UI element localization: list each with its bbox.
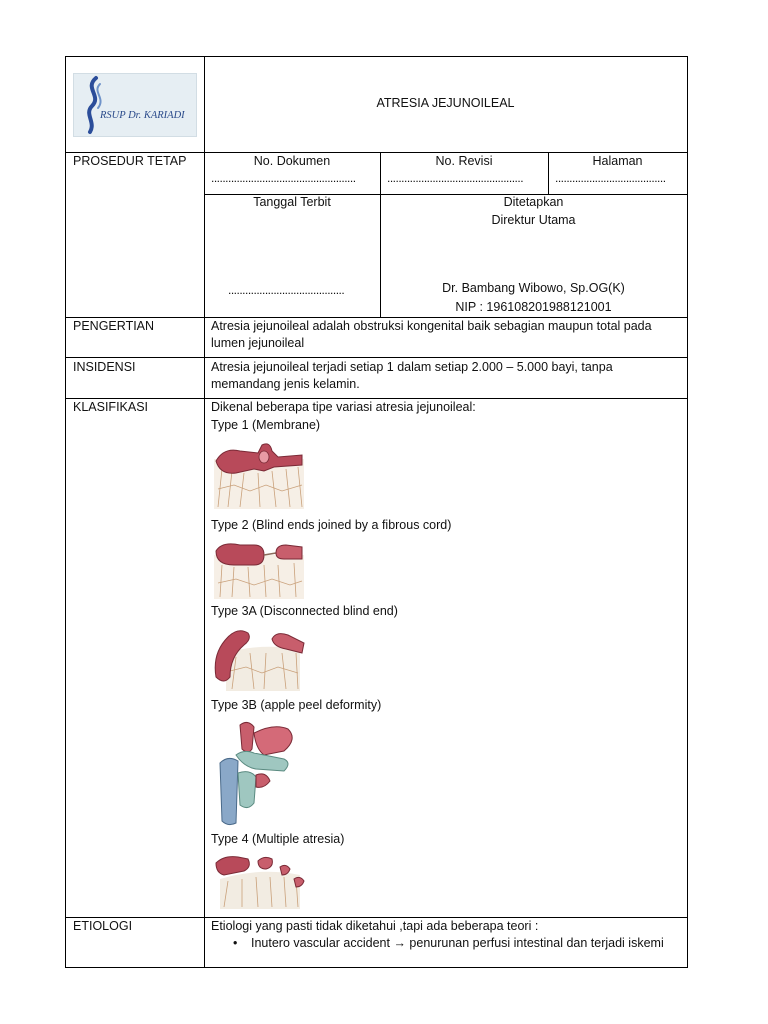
pengertian-label: PENGERTIAN	[73, 319, 155, 333]
type-2-caption: Type 2 (Blind ends joined by a fibrous cord)	[211, 518, 452, 532]
klasifikasi-intro: Dikenal beberapa tipe variasi atresia jejunoileal:	[211, 400, 476, 414]
document-title: ATRESIA JEJUNOILEAL	[376, 96, 515, 110]
tanggal-terbit-blank: .........................................	[228, 283, 345, 297]
direktur-utama-label: Direktur Utama	[491, 213, 576, 227]
halaman-label: Halaman	[592, 154, 643, 168]
logo-text: RSUP Dr. KARIADI	[100, 110, 185, 121]
etiologi-item-1: Inutero vascular accident → penurunan perfusi intestinal dan terjadi iskemi	[251, 936, 664, 950]
no-revisi-label: No. Revisi	[435, 154, 493, 168]
bullet-icon: •	[233, 936, 238, 950]
no-revisi-blank: ................................................	[387, 171, 524, 185]
type-3a-blind-end-illustration	[214, 623, 306, 691]
type-1-membrane-illustration	[214, 439, 306, 509]
type-4-caption: Type 4 (Multiple atresia)	[211, 832, 345, 846]
type-3b-caption: Type 3B (apple peel deformity)	[211, 698, 382, 712]
pengertian-line-2: lumen jejunoileal	[211, 336, 305, 350]
etiologi-label: ETIOLOGI	[73, 919, 133, 933]
row-divider	[66, 357, 687, 358]
no-dokumen-label: No. Dokumen	[253, 154, 331, 168]
pengertian-line-1: Atresia jejunoileal adalah obstruksi kongenital baik sebagian maupun total pada	[211, 319, 652, 333]
tanggal-terbit-label: Tanggal Terbit	[253, 195, 331, 209]
insidensi-line-1: Atresia jejunoileal terjadi setiap 1 dalam setiap 2.000 – 5.000 bayi, tanpa	[211, 360, 613, 374]
type-4-multiple-atresia-illustration	[214, 853, 306, 909]
type-1-caption: Type 1 (Membrane)	[211, 418, 321, 432]
logo-swoosh-icon	[74, 74, 196, 136]
etiologi-list	[211, 935, 664, 952]
insidensi-label: INSIDENSI	[73, 360, 136, 374]
sop-document	[65, 56, 688, 968]
no-dokumen-blank: ...................................................	[211, 171, 356, 185]
hospital-logo	[73, 73, 197, 137]
list-item	[211, 935, 664, 952]
prosedur-tetap-label: PROSEDUR TETAP	[73, 154, 187, 168]
ditetapkan-label: Ditetapkan	[503, 195, 564, 209]
etiologi-intro: Etiologi yang pasti tidak diketahui ,tapi ada beberapa teori :	[211, 919, 539, 933]
klasifikasi-label: KLASIFIKASI	[73, 400, 149, 414]
halaman-blank: .......................................	[555, 171, 666, 185]
signatory-name: Dr. Bambang Wibowo, Sp.OG(K)	[442, 281, 625, 295]
type-3b-apple-peel-illustration	[214, 719, 306, 829]
signatory-nip: NIP : 196108201988121001	[455, 300, 612, 314]
type-2-fibrous-cord-illustration	[214, 539, 306, 599]
type-3a-caption: Type 3A (Disconnected blind end)	[211, 604, 398, 618]
insidensi-line-2: memandang jenis kelamin.	[211, 377, 360, 391]
